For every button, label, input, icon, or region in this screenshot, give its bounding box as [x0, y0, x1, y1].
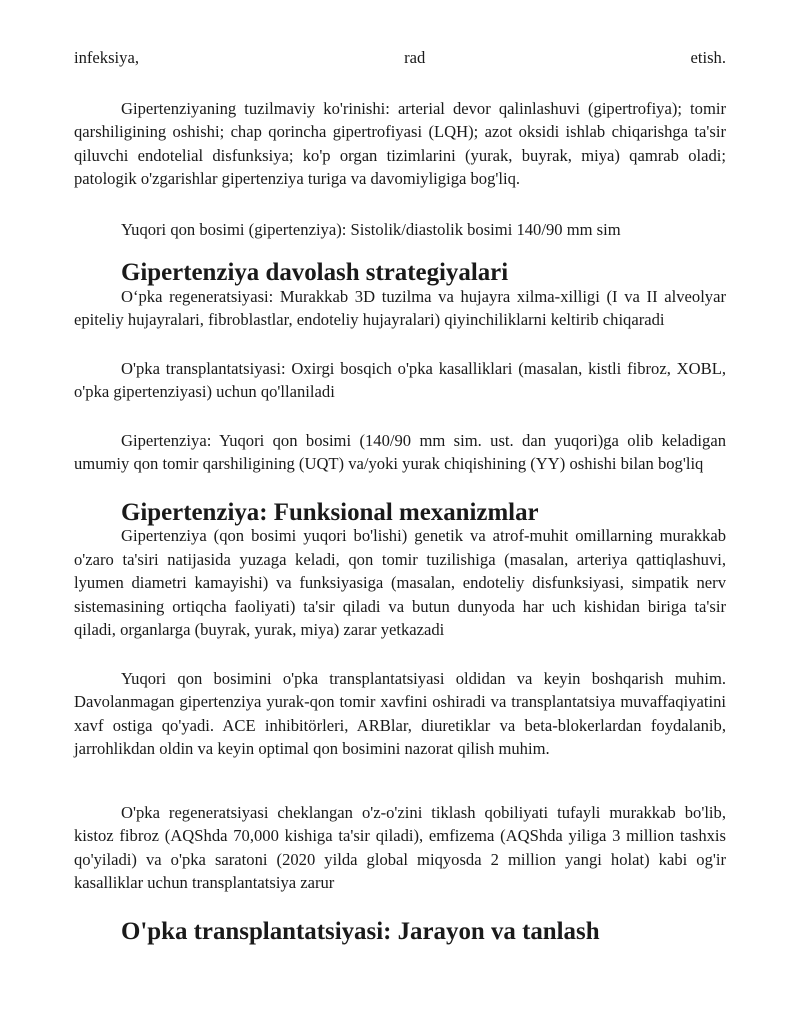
paragraph-hypertension-definition: Gipertenziya: Yuqori qon bosimi (140/90 mm sim. ust. dan yuqori)ga olib keladigan umumiy qon tomir qarshiligining (UQT) va/yoki yurak chiqishining (YY) oshishi bilan bog'liq: [74, 430, 726, 473]
paragraph-functional-mechanisms: Gipertenziya (qon bosimi yuqori bo'lishi) genetik va atrof-muhit omillarning murakkab o'zaro ta'siri natijasida yuzaga keladi, qon tomir tuzilishiga (masalan, arteriya qattiqlashuvi, lyumen diametri kamayishi) va funksiyasiga (masalan, endoteliy disfunksiyasi, simpatik nerv sistemasining ortiqcha faoliyati) ta'sir qiladi va butun dunyoda har uch kishidan biriga ta'sir qiladi, organlarga (buyrak, yurak, miya) zarar yetkazadi: [74, 526, 726, 639]
paragraph-lung-regeneration: O‘pka regeneratsiyasi: Murakkab 3D tuzilma va hujayra xilma-xilligi (I va II alveolyar epiteliy hujayralari, fibroblastlar, endoteliy hujayralari) qiyinchiliklarni keltirib chiqaradi: [74, 286, 726, 329]
continued-word-2: rad: [404, 48, 426, 67]
heading-treatment-strategies: Gipertenziya davolash strategiyalari: [121, 259, 509, 286]
paragraph-structural-manifestation: Gipertenziyaning tuzilmaviy ko'rinishi: arterial devor qalinlashuvi (gipertrofiya); tomir qarshiligining oshishi; chap qorincha gipertrofiyasi (LQH); azot oksidi ishlab chiqarishga ta'sir qiluvchi endotelial disfunksiya; ko'p organ tizimlarini (yurak, buyrak, miya) qamrab oladi; patologik o'zgarishlar gipertenziya turiga va davomiyligiga bog'liq.: [74, 98, 726, 188]
paragraph-lung-transplantation: O'pka transplantatsiyasi: Oxirgi bosqich o'pka kasalliklari (masalan, kistli fibroz, XOBL, o'pka gipertenziyasi) uchun qo'llaniladi: [74, 358, 726, 401]
heading-functional-mechanisms: Gipertenziya: Funksional mexanizmlar: [121, 498, 539, 526]
continued-word-1: infeksiya,: [74, 48, 139, 67]
paragraph-high-blood-pressure: Yuqori qon bosimi (gipertenziya): Sistolik/diastolik bosimi 140/90 mm sim: [121, 219, 621, 239]
document-page: [74, 46, 726, 943]
continued-word-3: etish.: [690, 48, 726, 67]
continued-line: [74, 46, 726, 70]
paragraph-blood-pressure-management: Yuqori qon bosimini o'pka transplantatsiyasi oldidan va keyin boshqarish muhim. Davolanmagan gipertenziya yurak-qon tomir xavfini oshiradi va transplantatsiya muvaffaqiyatini xavf ostiga qo'yadi. ACE inhibitörleri, ARBlar, diuretiklar va beta-blokerlardan foydalanib, jarrohlikdan oldin va keyin optimal qon bosimini nazorat qilish muhim.: [74, 668, 726, 758]
paragraph-limited-regeneration: O'pka regeneratsiyasi cheklangan o'z-o'zini tiklash qobiliyati tufayli murakkab bo'lib, kistoz fibroz (AQShda 70,000 kishiga ta'sir qiladi), emfizema (AQShda yiliga 3 million tashxis qo'yiladi) va o'pka saratoni (2020 yilda global miqyosda 2 million yangi holat) kabi og'ir kasalliklar uchun transplantatsiya zarur: [74, 802, 726, 892]
heading-transplant-process: O'pka transplantatsiyasi: Jarayon va tanlash: [121, 917, 600, 945]
